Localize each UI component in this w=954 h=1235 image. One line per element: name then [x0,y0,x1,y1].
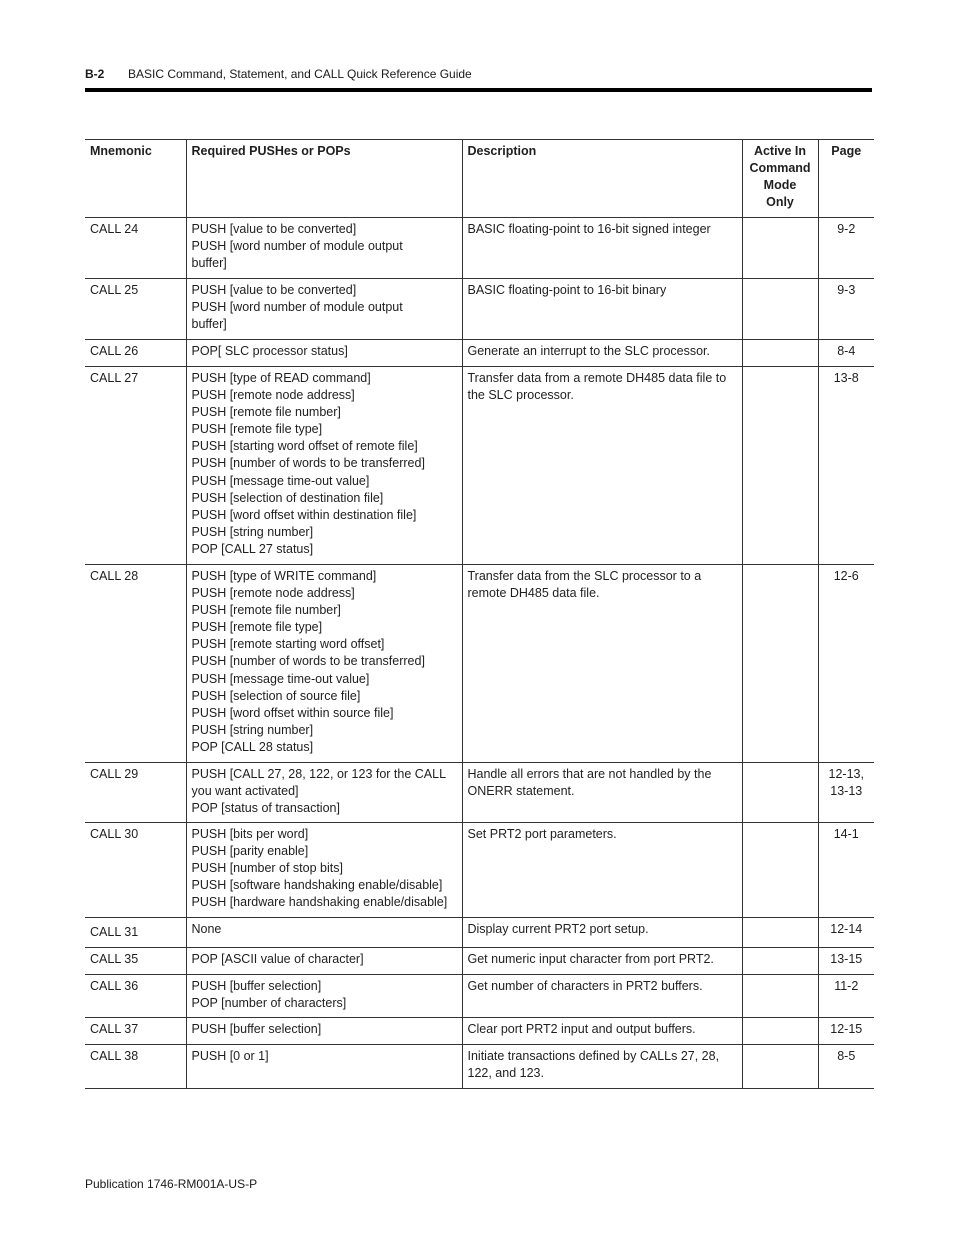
table-row [85,340,874,367]
table-row [85,948,874,975]
cell-page: 13-15 [818,948,874,975]
cell-mnemonic: CALL 38 [85,1045,186,1089]
table-header-row [85,140,874,218]
cell-page: 9-2 [818,218,874,279]
column-header-mnemonic: Mnemonic [85,140,186,218]
cell-active [742,1045,818,1089]
cell-pushes: PUSH [value to be converted] PUSH [word number of module output buffer] [186,279,462,340]
cell-mnemonic: CALL 26 [85,340,186,367]
cell-description: Clear port PRT2 input and output buffers. [462,1018,742,1045]
cell-mnemonic: CALL 31 [85,918,186,948]
column-header-pushes: Required PUSHes or POPs [186,140,462,218]
cell-active [742,1018,818,1045]
table-row [85,763,874,823]
cell-active [742,918,818,948]
table-row [85,1045,874,1089]
cell-pushes: None [186,918,462,948]
cell-mnemonic: CALL 27 [85,367,186,565]
cell-description: Display current PRT2 port setup. [462,918,742,948]
cell-active [742,218,818,279]
table-row [85,367,874,565]
cell-pushes: PUSH [buffer selection] [186,1018,462,1045]
cell-active [742,367,818,565]
cell-pushes: PUSH [buffer selection] POP [number of characters] [186,975,462,1018]
cell-description: Transfer data from a remote DH485 data file to the SLC processor. [462,367,742,565]
cell-active [742,948,818,975]
cell-mnemonic: CALL 29 [85,763,186,823]
cell-description: Get numeric input character from port PRT2. [462,948,742,975]
cell-mnemonic: CALL 28 [85,565,186,763]
cell-mnemonic: CALL 30 [85,823,186,918]
cell-page: 11-2 [818,975,874,1018]
cell-mnemonic: CALL 37 [85,1018,186,1045]
table-row [85,918,874,948]
cell-mnemonic: CALL 36 [85,975,186,1018]
table-row [85,823,874,918]
column-header-active: Active In Command Mode Only [742,140,818,218]
table-row [85,279,874,340]
call-reference-table [85,139,874,1089]
header-rule [85,88,872,92]
cell-pushes: PUSH [CALL 27, 28, 122, or 123 for the CALL you want activated] POP [status of transaction] [186,763,462,823]
cell-page: 8-5 [818,1045,874,1089]
cell-pushes: PUSH [type of READ command] PUSH [remote node address] PUSH [remote file number] PUSH [remote file type] PUSH [starting word offset of remote file] PUSH [number of words to be transferred] PUSH [message time-out value] PUSH [selection of destination file] PUSH [word offset within destination file] PUSH [string number] POP [CALL 27 status] [186,367,462,565]
cell-pushes: PUSH [0 or 1] [186,1045,462,1089]
cell-page: 14-1 [818,823,874,918]
table-row [85,975,874,1018]
cell-page: 12-13, 13-13 [818,763,874,823]
cell-mnemonic: CALL 35 [85,948,186,975]
cell-description: BASIC floating-point to 16-bit binary [462,279,742,340]
cell-active [742,763,818,823]
cell-active [742,823,818,918]
column-header-page: Page [818,140,874,218]
table-row [85,218,874,279]
table-row [85,565,874,763]
cell-description: BASIC floating-point to 16-bit signed integer [462,218,742,279]
cell-description: Handle all errors that are not handled by the ONERR statement. [462,763,742,823]
cell-pushes: PUSH [type of WRITE command] PUSH [remote node address] PUSH [remote file number] PUSH [remote file type] PUSH [remote starting word offset] PUSH [number of words to be transferred] PUSH [message time-out value] PUSH [selection of source file] PUSH [word offset within source file] PUSH [string number] POP [CALL 28 status] [186,565,462,763]
cell-description: Get number of characters in PRT2 buffers. [462,975,742,1018]
cell-page: 9-3 [818,279,874,340]
header-page-number: B-2 [85,67,105,81]
cell-description: Transfer data from the SLC processor to a remote DH485 data file. [462,565,742,763]
cell-pushes: PUSH [value to be converted] PUSH [word number of module output buffer] [186,218,462,279]
cell-mnemonic: CALL 25 [85,279,186,340]
cell-pushes: PUSH [bits per word] PUSH [parity enable] PUSH [number of stop bits] PUSH [software handshaking enable/disable] PUSH [hardware handshaking enable/disable] [186,823,462,918]
header-title: BASIC Command, Statement, and CALL Quick Reference Guide [128,67,472,81]
cell-page: 13-8 [818,367,874,565]
cell-description: Set PRT2 port parameters. [462,823,742,918]
cell-active [742,565,818,763]
table-body [85,218,874,1089]
column-header-description: Description [462,140,742,218]
cell-page: 12-6 [818,565,874,763]
cell-page: 12-15 [818,1018,874,1045]
cell-pushes: POP[ SLC processor status] [186,340,462,367]
cell-mnemonic: CALL 24 [85,218,186,279]
cell-page: 12-14 [818,918,874,948]
publication-footer: Publication 1746-RM001A-US-P [85,1177,258,1191]
cell-description: Generate an interrupt to the SLC processor. [462,340,742,367]
table-row [85,1018,874,1045]
cell-page: 8-4 [818,340,874,367]
cell-active [742,975,818,1018]
cell-description: Initiate transactions defined by CALLs 27, 28, 122, and 123. [462,1045,742,1089]
cell-pushes: POP [ASCII value of character] [186,948,462,975]
cell-active [742,340,818,367]
running-header [85,66,872,82]
cell-active [742,279,818,340]
